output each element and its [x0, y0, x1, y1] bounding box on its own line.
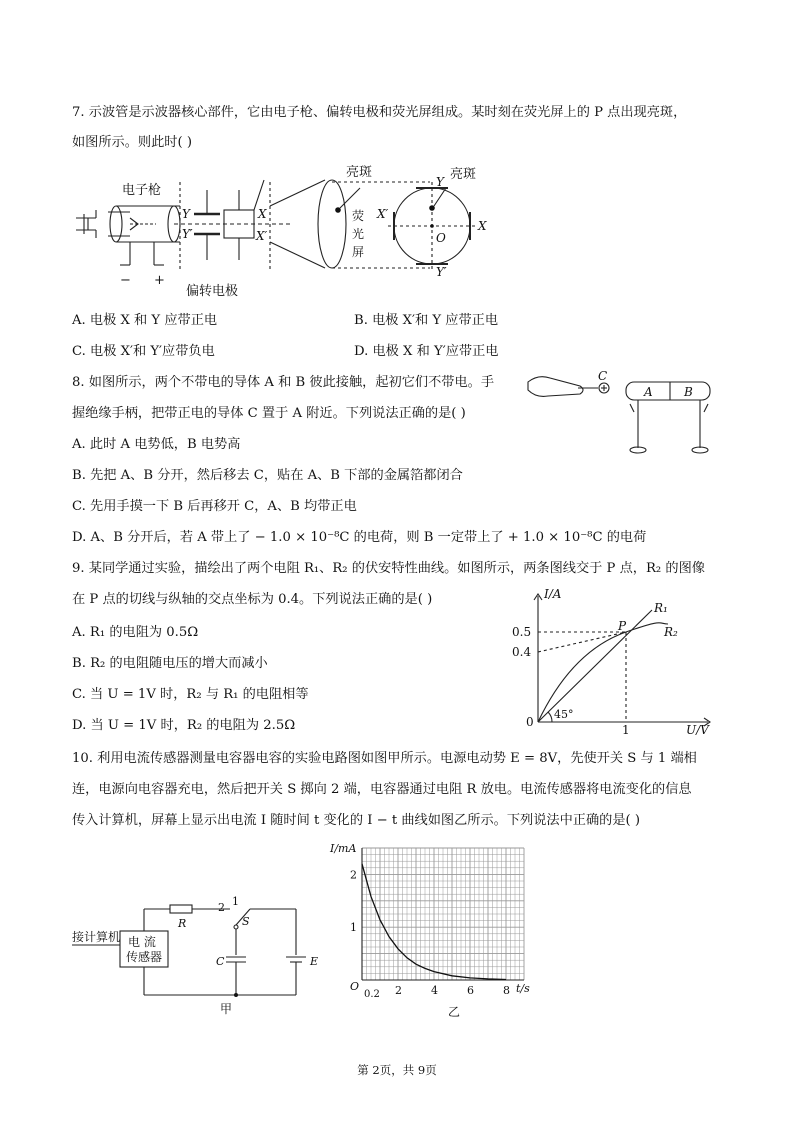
x-tick-1: 1	[622, 723, 630, 737]
q7-option-D[interactable]: D. 电极 X 和 Y′应带正电	[354, 344, 499, 359]
label-R: R	[178, 917, 187, 930]
y-tick-label: 1	[350, 921, 357, 935]
q8-option-A[interactable]: A. 此时 A 电势低，B 电势高	[72, 437, 241, 452]
x-tick-label: 2	[395, 984, 402, 997]
label-computer: 接计算机	[72, 930, 121, 944]
label-spot-1: 亮斑	[346, 165, 373, 180]
angle-label: 45°	[554, 708, 574, 721]
q9-option-B[interactable]: B. R₂ 的电阻随电压的增大而减小	[72, 656, 268, 671]
q9-stem-line1: 9. 某同学通过实验，描绘出了两个电阻 R₁、R₂ 的伏安特性曲线。如图所示，两条图线交于 P 点，R₂ 的图像	[72, 561, 705, 576]
label-deflection-plates: 偏转电极	[186, 284, 239, 299]
label-Yp: Y′	[182, 227, 193, 241]
q8-option-C[interactable]: C. 先用手摸一下 B 后再移开 C，A、B 均带正电	[72, 499, 357, 514]
conductor-AB	[626, 382, 710, 400]
q7-stem-line1: 7. 示波管是示波器核心部件，它由电子枪、偏转电极和荧光屏组成。某时刻在荧光屏上的 P 点出现亮斑，	[72, 105, 687, 120]
q9-stem-line2: 在 P 点的切线与纵轴的交点坐标为 0.4。下列说法正确的是( )	[72, 592, 433, 607]
q7-option-A[interactable]: A. 电极 X 和 Y 应带正电	[72, 313, 218, 328]
q9-option-A[interactable]: A. R₁ 的电阻为 0.5Ω	[72, 625, 199, 640]
label-S: S	[242, 915, 250, 928]
graph-xlabel: U/V	[686, 723, 709, 737]
q7-option-B[interactable]: B. 电极 X′和 Y 应带正电	[354, 313, 499, 328]
graph-origin: 0	[526, 715, 534, 729]
graph-origin: O	[350, 980, 360, 993]
graph-ylabel: I/A	[544, 587, 562, 601]
x-tick-label: 4	[431, 984, 438, 997]
label-spot-2: 亮斑	[450, 167, 477, 182]
label-terminal-2: 2	[218, 901, 225, 914]
label-sensor-1: 电 流	[128, 935, 156, 949]
x-tick-0.2: 0.2	[364, 989, 380, 1000]
screen-label-O: O	[436, 231, 446, 245]
point-P: P	[618, 619, 627, 633]
q8-stem-line2: 握绝缘手柄，把带正电的导体 C 置于 A 附近。下列说法正确的是( )	[72, 406, 466, 421]
caption-jia: 甲	[220, 1002, 233, 1016]
spot-on-screen	[335, 207, 341, 213]
screen-label-Yp: Y′	[436, 265, 447, 279]
graph-xlabel: t/s	[516, 982, 530, 995]
q9-option-D[interactable]: D. 当 U = 1V 时，R₂ 的电阻为 2.5Ω	[72, 718, 296, 733]
oscilloscope-tube-figure	[70, 160, 510, 300]
resistor-R	[170, 905, 192, 913]
label-E: E	[310, 955, 319, 968]
label-R1: R₁	[654, 601, 668, 615]
r1-line	[538, 610, 652, 722]
screen-char-3: 屏	[352, 245, 365, 259]
q7-stem-line2: 如图所示。则此时( )	[72, 135, 192, 150]
fluorescent-screen	[318, 180, 346, 268]
it-curve-graph	[328, 840, 538, 1020]
label-R2: R₂	[664, 625, 678, 639]
label-X: X	[258, 207, 267, 221]
screen-label-X: X	[478, 219, 487, 233]
spot-front-view	[429, 205, 435, 211]
label-minus: −	[120, 273, 131, 288]
label-Y: Y	[182, 207, 190, 221]
label-C: C	[216, 955, 225, 968]
x-tick-label: 6	[467, 984, 474, 997]
q8-option-D[interactable]: D. A、B 分开后，若 A 带上了 − 1.0 × 10⁻⁸C 的电荷，则 B 一定带上了 + 1.0 × 10⁻⁸C 的电荷	[72, 530, 647, 545]
label-B: B	[684, 385, 693, 399]
conductors-figure	[520, 368, 730, 460]
q7-option-C[interactable]: C. 电极 X′和 Y′应带负电	[72, 344, 215, 359]
hand-icon	[528, 377, 583, 397]
iv-curve-graph	[508, 584, 728, 737]
label-Xp: X′	[256, 229, 268, 243]
caption-yi: 乙	[448, 1005, 461, 1019]
graph-ylabel: I/mA	[330, 842, 357, 855]
q8-option-B[interactable]: B. 先把 A、B 分开，然后移去 C，贴在 A、B 下部的金属箔都闭合	[72, 468, 463, 483]
label-C: C	[598, 369, 608, 383]
screen-label-Y: Y	[436, 175, 444, 189]
screen-char-2: 光	[352, 227, 365, 241]
label-plus: +	[154, 273, 165, 288]
q9-option-C[interactable]: C. 当 U = 1V 时，R₂ 与 R₁ 的电阻相等	[72, 687, 309, 702]
y-tick-0.5: 0.5	[512, 625, 532, 639]
gun-tube-end-left	[110, 206, 122, 242]
screen-label-Xp: X′	[377, 207, 389, 221]
q10-stem-line1: 10. 利用电流传感器测量电容器电容的实验电路图如图甲所示。电源电动势 E = 8V，先使开关 S 与 1 端相	[72, 751, 697, 766]
label-A: A	[644, 385, 653, 399]
q10-stem-line2: 连，电源向电容器充电，然后把开关 S 掷向 2 端，电容器通过电阻 R 放电。电流传感器将电流变化的信息	[72, 782, 692, 797]
y-tick-label: 2	[350, 868, 357, 882]
page-footer: 第 2页，共 9页	[357, 1063, 437, 1077]
y-tick-0.4: 0.4	[512, 645, 532, 659]
q10-stem-line3: 传入计算机，屏幕上显示出电流 I 随时间 t 变化的 I − t 曲线如图乙所示。下列说法中正确的是( )	[72, 813, 641, 828]
screen-char-1: 荧	[352, 209, 365, 223]
x-tick-label: 8	[503, 984, 510, 997]
q8-stem-line1: 8. 如图所示，两个不带电的导体 A 和 B 彼此接触，起初它们不带电。手	[72, 375, 495, 390]
label-terminal-1: 1	[232, 895, 239, 908]
label-electron-gun: 电子枪	[122, 183, 162, 198]
capacitor-circuit-figure	[70, 895, 330, 1020]
label-sensor-2: 传感器	[126, 950, 163, 964]
